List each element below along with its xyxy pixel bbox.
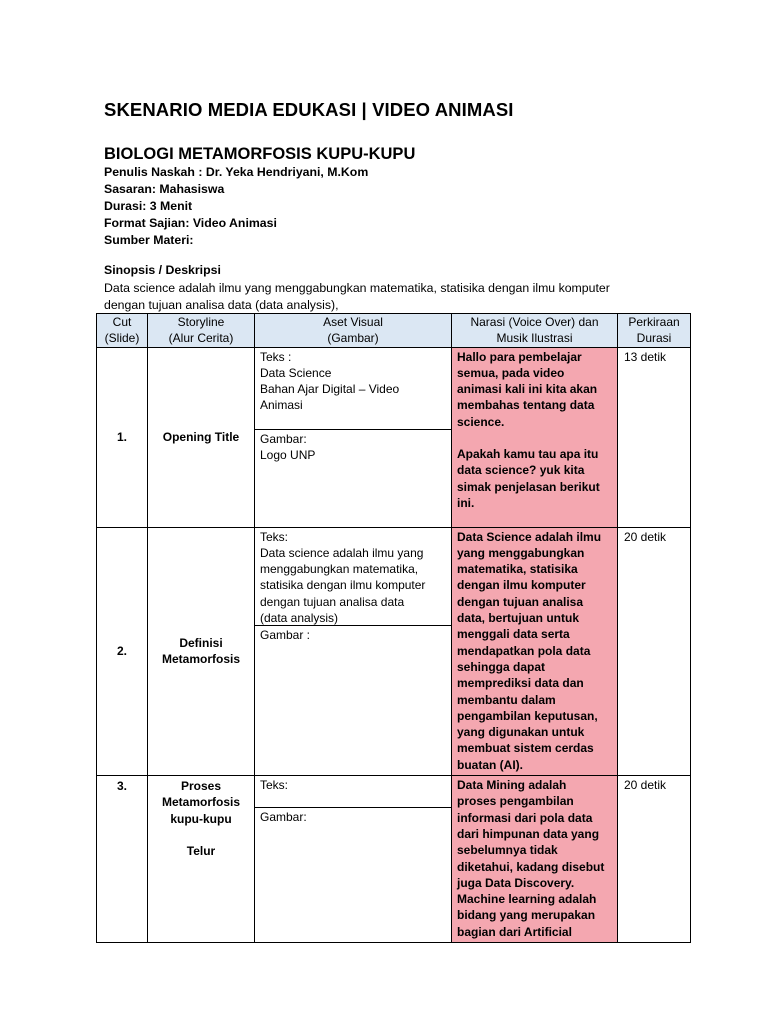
scenario-table bbox=[96, 313, 691, 943]
header-cut: Cut (Slide) bbox=[97, 314, 148, 348]
cell-durasi: 20 detik bbox=[618, 776, 691, 943]
asset-gambar: Gambar: bbox=[255, 807, 451, 827]
meta-penulis: Penulis Naskah : Dr. Yeka Hendriyani, M.Kom bbox=[104, 165, 369, 179]
header-narasi: Narasi (Voice Over) dan Musik Ilustrasi bbox=[452, 314, 618, 348]
table-header-row bbox=[97, 314, 691, 348]
header-storyline: Storyline (Alur Cerita) bbox=[148, 314, 255, 348]
sinopsis-line: Data science adalah ilmu yang menggabungkan matematika, statisika dengan ilmu komputer bbox=[104, 281, 610, 295]
sinopsis-heading: Sinopsis / Deskripsi bbox=[104, 263, 221, 277]
cell-storyline: Definisi Metamorfosis bbox=[148, 527, 255, 775]
document-subtitle: BIOLOGI METAMORFOSIS KUPU-KUPU bbox=[104, 145, 416, 163]
table-row bbox=[97, 347, 691, 527]
header-durasi: Perkiraan Durasi bbox=[618, 314, 691, 348]
asset-gambar: Gambar : bbox=[255, 625, 451, 645]
table-row bbox=[97, 527, 691, 775]
cell-storyline: Opening Title bbox=[148, 347, 255, 527]
sinopsis-line: dengan tujuan analisa data (data analysis), bbox=[104, 297, 339, 312]
document-title: SKENARIO MEDIA EDUKASI | VIDEO ANIMASI bbox=[104, 99, 514, 120]
cell-narasi: Data Science adalah ilmu yang menggabungkan matematika, statisika dengan ilmu komputer dengan tujuan analisa data, bertujuan untuk menggali data serta mendapatkan pola data sehingga dapat memprediksi data dan membantu dalam pengambilan keputusan, yang digunakan untuk membuat sistem cerdas buatan (AI). bbox=[452, 527, 618, 775]
cell-narasi: Hallo para pembelajar semua, pada video animasi kali ini kita akan membahas tentang data science. Apakah kamu tau apa itu data science? yuk kita simak penjelasan berikut ini. bbox=[452, 347, 618, 527]
meta-sumber: Sumber Materi: bbox=[104, 233, 194, 247]
table-row bbox=[97, 776, 691, 943]
cell-aset-visual bbox=[255, 347, 452, 527]
cell-storyline: Proses Metamorfosis kupu-kupu Telur bbox=[148, 776, 255, 943]
meta-block bbox=[104, 164, 368, 249]
header-aset-visual: Aset Visual (Gambar) bbox=[255, 314, 452, 348]
sinopsis-text bbox=[104, 280, 664, 313]
cell-aset-visual bbox=[255, 527, 452, 775]
cell-cut: 2. bbox=[97, 527, 148, 775]
cell-cut: 3. bbox=[97, 776, 148, 943]
meta-durasi: Durasi: 3 Menit bbox=[104, 199, 193, 213]
asset-teks: Teks : Data Science Bahan Ajar Digital – Video Animasi bbox=[260, 349, 400, 413]
asset-gambar: Gambar: Logo UNP bbox=[255, 429, 451, 466]
cell-durasi: 20 detik bbox=[618, 527, 691, 775]
asset-teks: Teks: Data science adalah ilmu yang menggabungkan matematika, statisika dengan ilmu komputer dengan tujuan analisa data (data analysis) bbox=[260, 529, 426, 626]
cell-narasi: Data Mining adalah proses pengambilan informasi dari pola data dari himpunan data yang sebelumnya tidak diketahui, kadang disebut juga Data Discovery. Machine learning adalah bidang yang merupakan bagian dari Artificial bbox=[452, 776, 618, 943]
meta-format: Format Sajian: Video Animasi bbox=[104, 216, 277, 230]
asset-teks: Teks: bbox=[260, 778, 289, 793]
cell-aset-visual bbox=[255, 776, 452, 943]
cell-durasi: 13 detik bbox=[618, 347, 691, 527]
cell-cut: 1. bbox=[97, 347, 148, 527]
meta-sasaran: Sasaran: Mahasiswa bbox=[104, 182, 225, 196]
